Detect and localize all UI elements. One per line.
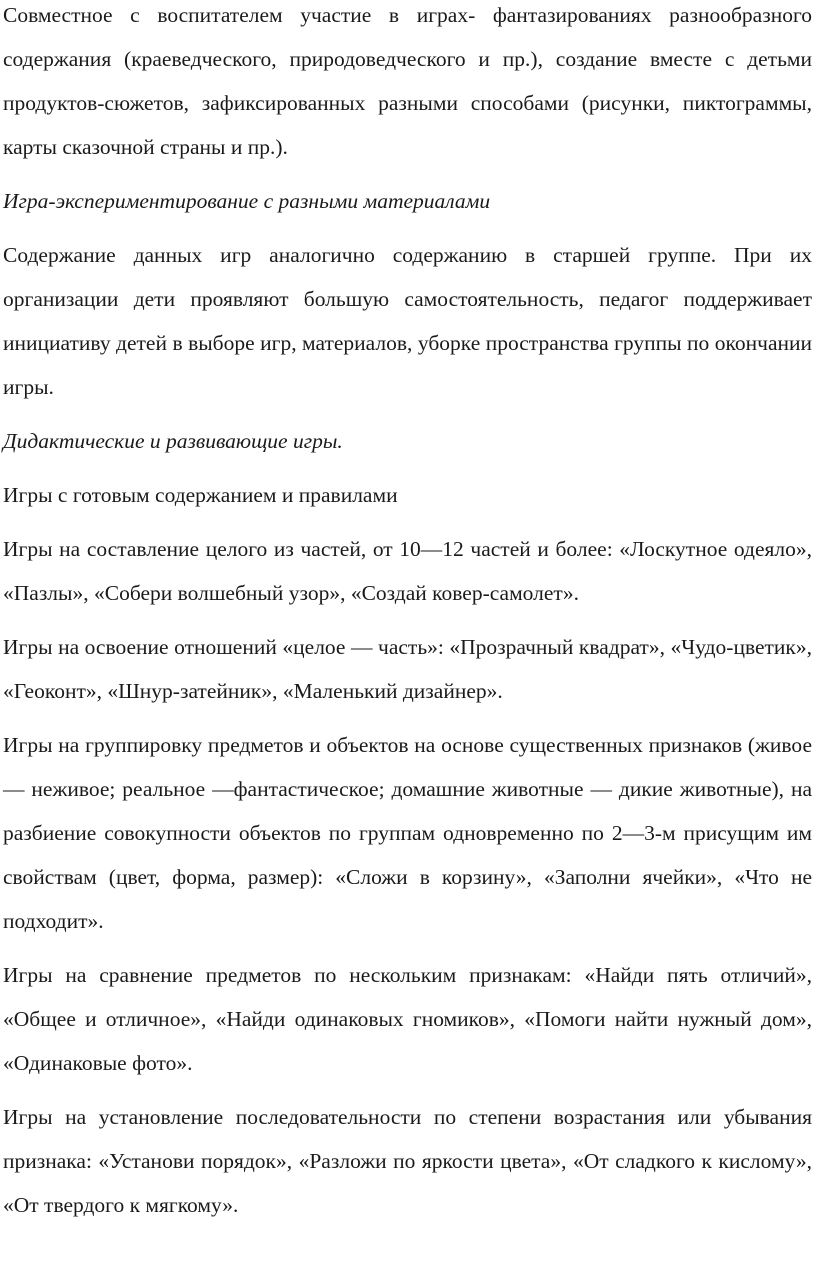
paragraph-whole-from-parts: Игры на составление целого из частей, от 10—12 частей и более: «Лоскутное одеяло», «Пазлы», «Собери волшебный узор», «Создай ковер-самолет».: [3, 537, 812, 605]
heading-didactic-games: Дидактические и развивающие игры.: [3, 429, 343, 453]
paragraph-joint-fantasy-games: Совместное с воспитателем участие в играх- фантазированиях разнообразного содержания (краеведческого, природоведческого и пр.), создание вместе с детьми продуктов-сюжетов, зафиксированных разными способами (рисунки, пиктограммы, карты сказочной страны и пр.).: [3, 3, 812, 159]
paragraph-grouping-games: Игры на группировку предметов и объектов на основе существенных признаков (живое — неживое; реальное —фантастическое; домашние животные — дикие животные), на разбиение совокупности объектов по группам одновременно по 2—3-м присущим им свойствам (цвет, форма, размер): «Сложи в корзину», «Заполни ячейки», «Что не подходит».: [3, 733, 812, 933]
paragraph-ready-content-games: Игры с готовым содержанием и правилами: [3, 483, 398, 507]
paragraph-whole-part-relations: Игры на освоение отношений «целое — часть»: «Прозрачный квадрат», «Чудо-цветик», «Геоконт», «Шнур-затейник», «Маленький дизайнер».: [3, 635, 812, 703]
heading-experiment-games: Игра-экспериментирование с разными материалами: [3, 189, 491, 213]
paragraph-comparison-games: Игры на сравнение предметов по нескольким признакам: «Найди пять отличий», «Общее и отличное», «Найди одинаковых гномиков», «Помоги найти нужный дом», «Одинаковые фото».: [3, 963, 812, 1075]
paragraph-experiment-content: Содержание данных игр аналогично содержанию в старшей группе. При их организации дети проявляют большую самостоятельность, педагог поддерживает инициативу детей в выборе игр, материалов, уборке пространства группы по окончании игры.: [3, 243, 812, 399]
paragraph-sequence-games: Игры на установление последовательности по степени возрастания или убывания признака: «Установи порядок», «Разложи по яркости цвета», «От сладкого к кислому», «От твердого к мягкому».: [3, 1105, 812, 1217]
